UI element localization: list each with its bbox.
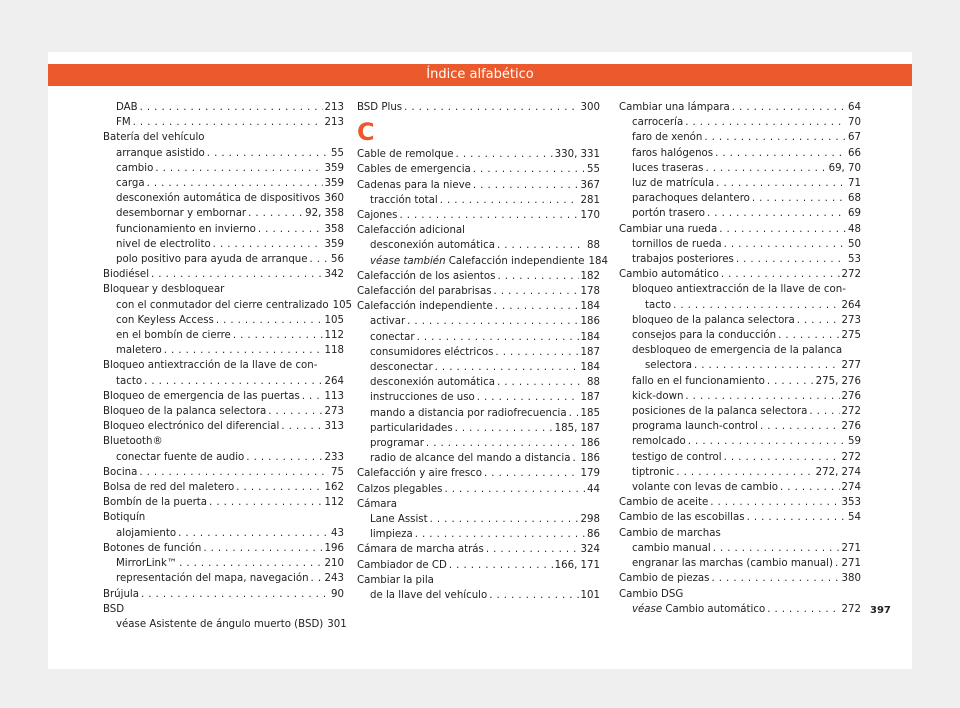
index-subentry: desembornar y embornar . . . 92, 358	[103, 206, 344, 221]
index-entry: Cambio automático . . . 272	[619, 267, 861, 282]
index-entry: Cadenas para la nieve . . . 367	[357, 178, 600, 193]
index-entry: Cajones . . . 170	[357, 208, 600, 223]
index-entry: Cables de emergencia . . . 55	[357, 162, 600, 177]
index-heading: Bluetooth®	[103, 436, 163, 448]
index-entry: Botones de función . . . 196	[103, 541, 344, 556]
index-subentry: funcionamiento en invierno . . . 358	[103, 222, 344, 237]
index-subentry: programar . . . 186	[357, 436, 600, 451]
index-subentry: maletero . . . 118	[103, 343, 344, 358]
index-subentry: activar . . . 186	[357, 314, 600, 329]
index-subentry: testigo de control . . . 272	[619, 450, 861, 465]
index-entry-cont: tacto . . . 264	[619, 298, 861, 313]
index-entry: Calefacción y aire fresco . . . 179	[357, 466, 600, 481]
index-subentry: faro de xenón . . . 67	[619, 130, 861, 145]
index-subentry: radio de alcance del mando a distancia . . . 186	[357, 451, 600, 466]
index-entry: Calzos plegables . . . 44	[357, 482, 600, 497]
index-subheading: desbloqueo de emergencia de la palanca	[632, 345, 843, 357]
index-entry: Bolsa de red del maletero . . . 162	[103, 480, 344, 495]
index-entry: Bocina . . . 75	[103, 465, 344, 480]
index-subentry: bloqueo de la palanca selectora . . . 273	[619, 313, 861, 328]
index-entry: FM . . . 213	[103, 115, 344, 130]
index-heading: Cambio DSG	[619, 588, 684, 600]
see-target: Cambio automático	[665, 603, 766, 615]
index-heading: Cámara	[357, 498, 397, 510]
index-entry: Cambiador de CD . . . 166, 171	[357, 558, 600, 573]
index-subheading: bloqueo antiextracción de la llave de con-	[632, 284, 846, 296]
index-subentry: consejos para la conducción . . . 275	[619, 328, 861, 343]
index-subentry: desconexión automática . . . 88	[357, 238, 600, 253]
index-subentry: volante con levas de cambio . . . 274	[619, 480, 861, 495]
index-subentry: luces traseras . . . 69, 70	[619, 161, 861, 176]
index-entry: Bloqueo electrónico del diferencial . . . 313	[103, 419, 344, 434]
index-subentry: trabajos posteriores . . . 53	[619, 252, 861, 267]
section-letter: C	[357, 118, 375, 147]
index-entry: Cambio de las escobillas . . . 54	[619, 510, 861, 525]
index-entry: DAB . . . 213	[103, 100, 344, 115]
index-subentry: representación del mapa, navegación . . . 243	[103, 571, 344, 586]
index-subentry: tiptronic . . . 272, 274	[619, 465, 861, 480]
index-entry: Calefacción del parabrisas . . . 178	[357, 284, 600, 299]
index-heading: Batería del vehículo	[103, 132, 205, 144]
index-subentry: remolcado . . . 59	[619, 434, 861, 449]
see-label: véase	[632, 603, 663, 615]
index-entry: Calefacción de los asientos . . . 182	[357, 269, 600, 284]
index-subentry: fallo en el funcionamiento . . . 275, 276	[619, 374, 861, 389]
index-see-also: véase Cambio automático . . . 272	[619, 602, 861, 617]
index-subentry: kick-down . . . 276	[619, 389, 861, 404]
index-subentry: conectar . . . 184	[357, 330, 600, 345]
index-subentry: limpieza . . . 86	[357, 527, 600, 542]
index-entry: Cambiar una lámpara . . . 64	[619, 100, 861, 115]
index-subentry: particularidades . . . 185, 187	[357, 421, 600, 436]
index-subentry: alojamiento . . . 43	[103, 526, 344, 541]
page-header: Índice alfabético	[48, 64, 912, 86]
index-column-2	[357, 100, 608, 603]
index-column-1	[103, 100, 353, 632]
index-subentry: con Keyless Access . . . 105	[103, 313, 344, 328]
index-entry: BSD Plus . . . 300	[357, 100, 600, 115]
index-subentry: posiciones de la palanca selectora . . . 272	[619, 404, 861, 419]
index-subentry: conectar fuente de audio . . . 233	[103, 450, 344, 465]
index-entry: Bombín de la puerta . . . 112	[103, 495, 344, 510]
index-subentry: nivel de electrolito . . . 359	[103, 237, 344, 252]
index-subentry: portón trasero . . . 69	[619, 206, 861, 221]
index-entry: Cable de remolque . . . 330, 331	[357, 147, 600, 162]
index-subentry: véase Asistente de ángulo muerto (BSD) 301	[116, 618, 347, 630]
index-subentry: en el bombín de cierre . . . 112	[103, 328, 344, 343]
index-subentry: programa launch-control . . . 276	[619, 419, 861, 434]
index-entry: Bloqueo de la palanca selectora . . . 273	[103, 404, 344, 419]
index-subentry: mando a distancia por radiofrecuencia . . . 185	[357, 406, 600, 421]
index-heading: BSD	[103, 603, 125, 615]
index-subentry: arranque asistido . . . 55	[103, 146, 344, 161]
page-number: 397	[870, 605, 891, 616]
index-subentry: polo positivo para ayuda de arranque . . . 56	[103, 252, 344, 267]
index-heading: Bloquear y desbloquear	[103, 284, 225, 296]
index-entry: Cambiar una rueda . . . 48	[619, 222, 861, 237]
index-subentry: carga . . . 359	[103, 176, 344, 191]
index-heading: Bloqueo antiextracción de la llave de con-	[103, 360, 318, 372]
index-subentry: desconexión automática . . . 88	[357, 375, 600, 390]
see-also-label: véase también	[370, 255, 446, 267]
index-subentry: Lane Assist . . . 298	[357, 512, 600, 527]
index-subentry: cambio . . . 359	[103, 161, 344, 176]
index-heading: Calefacción adicional	[357, 225, 465, 237]
index-subentry: faros halógenos . . . 66	[619, 146, 861, 161]
index-subentry: luz de matrícula . . . 71	[619, 176, 861, 191]
index-entry: Cambio de piezas . . . 380	[619, 571, 861, 586]
index-subentry: tornillos de rueda . . . 50	[619, 237, 861, 252]
index-subentry: de la llave del vehículo . . . 101	[357, 588, 600, 603]
index-entry-cont: tacto . . . 264	[103, 374, 344, 389]
index-subentry: cambio manual . . . 271	[619, 541, 861, 556]
index-entry: Cambio de aceite . . . 353	[619, 495, 861, 510]
index-entry-cont: selectora . . . 277	[619, 358, 861, 373]
index-column-3	[619, 100, 861, 617]
index-subentry: consumidores eléctricos . . . 187	[357, 345, 600, 360]
index-subentry: carrocería . . . 70	[619, 115, 861, 130]
index-entry: Calefacción independiente . . . 184	[357, 299, 600, 314]
index-entry: Bloqueo de emergencia de las puertas . . . 113	[103, 389, 344, 404]
index-entry: Cámara de marcha atrás . . . 324	[357, 542, 600, 557]
index-subentry: MirrorLink™ . . . 210	[103, 556, 344, 571]
index-entry: Brújula . . . 90	[103, 587, 344, 602]
index-subentry: desconectar . . . 184	[357, 360, 600, 375]
index-subentry: desconexión automática de dispositivos . . . 360	[103, 191, 344, 206]
index-entry: Biodiésel . . . 342	[103, 267, 344, 282]
index-heading: Botiquín	[103, 512, 146, 524]
index-heading: Cambio de marchas	[619, 527, 721, 539]
index-heading: Cambiar la pila	[357, 574, 434, 586]
index-subentry: instrucciones de uso . . . 187	[357, 390, 600, 405]
index-see-also: véase también Calefacción independiente 184	[370, 255, 608, 267]
index-subentry: tracción total . . . 281	[357, 193, 600, 208]
index-subentry: con el conmutador del cierre centralizado 105	[116, 299, 353, 311]
index-subentry: engranar las marchas (cambio manual) . . . 271	[619, 556, 861, 571]
index-subentry: parachoques delantero . . . 68	[619, 191, 861, 206]
see-also-target: Calefacción independiente	[448, 255, 585, 267]
